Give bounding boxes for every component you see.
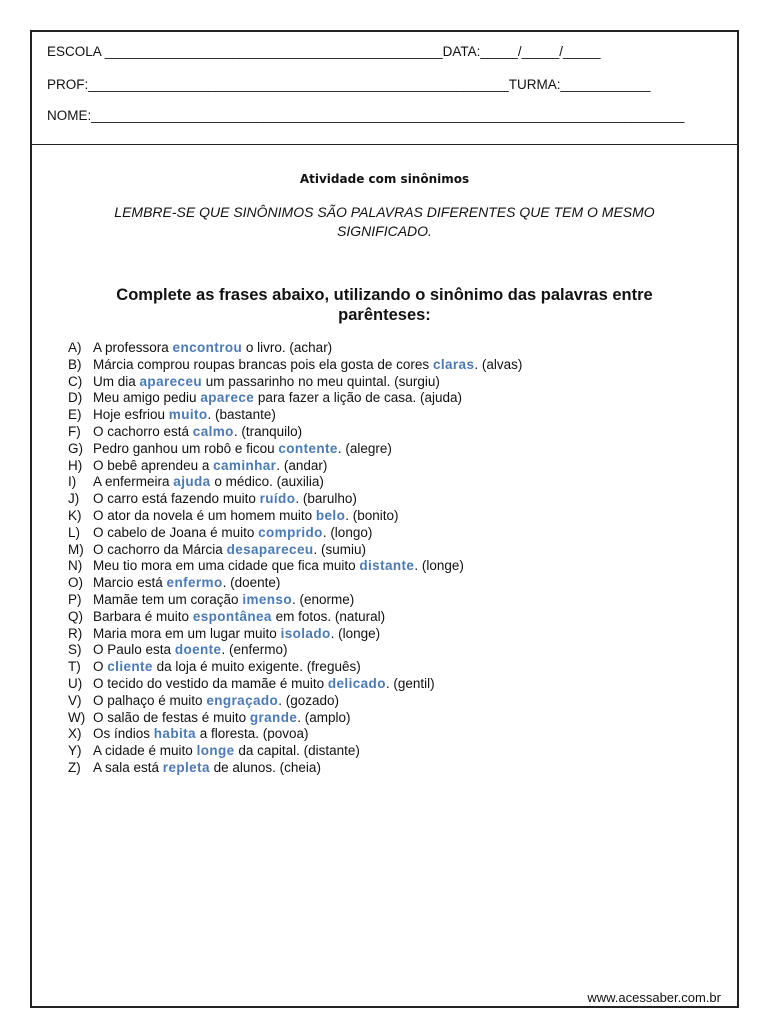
sentence-letter: B) bbox=[68, 356, 82, 372]
sentence-item bbox=[68, 558, 728, 575]
sentence-text-before: O bebê aprendeu a bbox=[93, 457, 214, 473]
instruction-text: Complete as frases abaixo, utilizando o sinônimo das palavras entre parênteses: bbox=[116, 286, 653, 324]
sentence-letter: O) bbox=[68, 575, 83, 591]
reminder-text: LEMBRE-SE QUE SINÔNIMOS SÃO PALAVRAS DIFERENTES QUE TEM O MESMO SIGNIFICADO. bbox=[114, 204, 655, 239]
sentence-text-before: A cidade é muito bbox=[93, 743, 197, 759]
synonym-word: claras bbox=[432, 356, 475, 372]
sentence-item bbox=[68, 693, 728, 710]
footer-site-link[interactable]: www.acessaber.com.br bbox=[587, 990, 721, 1005]
sentence-item bbox=[68, 542, 728, 559]
synonym-word: enfermo bbox=[166, 575, 223, 591]
synonym-word: ajuda bbox=[173, 474, 211, 490]
synonym-word: isolado bbox=[280, 625, 331, 641]
sentence-letter: W) bbox=[68, 709, 86, 725]
synonym-word: aparece bbox=[200, 390, 255, 406]
synonym-word: caminhar bbox=[213, 457, 277, 473]
sentence-letter: H) bbox=[68, 457, 83, 473]
sentence-text-after: de alunos. (cheia) bbox=[209, 759, 321, 775]
sentence-text-before: O cachorro está bbox=[93, 423, 193, 439]
sentence-item bbox=[68, 726, 728, 743]
synonym-word: imenso bbox=[242, 591, 292, 607]
sentence-item bbox=[68, 710, 728, 727]
sentence-text-after: da capital. (distante) bbox=[234, 743, 360, 759]
sentence-letter: V) bbox=[68, 692, 82, 708]
synonym-word: muito bbox=[168, 407, 208, 423]
sentence-text-after: o médico. (auxilia) bbox=[210, 474, 324, 490]
sentence-text-after: . (alvas) bbox=[474, 356, 523, 372]
sentence-text-before: O salão de festas é muito bbox=[93, 709, 250, 725]
sentence-item bbox=[68, 441, 728, 458]
sentence-text-before: Barbara é muito bbox=[93, 608, 193, 624]
teacher-class-line: PROF:________________________________________________________TURMA:____________ bbox=[47, 77, 651, 92]
sentence-item bbox=[68, 676, 728, 693]
sentence-item bbox=[68, 390, 728, 407]
worksheet-header bbox=[32, 32, 737, 145]
sentence-text-before: Hoje esfriou bbox=[93, 407, 169, 423]
sentence-item bbox=[68, 374, 728, 391]
synonym-word: comprido bbox=[258, 524, 323, 540]
sentence-letter: Y) bbox=[68, 743, 82, 759]
synonym-word: repleta bbox=[162, 759, 210, 775]
sentence-item bbox=[68, 592, 728, 609]
sentence-text-after: o livro. (achar) bbox=[242, 340, 333, 355]
sentence-text-after: . (longe) bbox=[414, 558, 464, 574]
sentence-text-after: . (gentil) bbox=[385, 675, 435, 691]
sentence-text-after: . (gozado) bbox=[278, 692, 339, 708]
sentence-text-before: O Paulo esta bbox=[93, 642, 175, 658]
synonym-word: apareceu bbox=[139, 373, 203, 389]
sentence-text-before: A sala está bbox=[93, 759, 163, 775]
sentence-letter: R) bbox=[68, 625, 83, 641]
sentence-letter: E) bbox=[68, 407, 82, 423]
sentence-text-after: um passarinho no meu quintal. (surgiu) bbox=[202, 373, 440, 389]
sentence-item bbox=[68, 458, 728, 475]
sentence-text-after: . (enfermo) bbox=[221, 642, 288, 658]
sentence-text-before: Meu tio mora em uma cidade que fica muito bbox=[93, 558, 360, 574]
synonym-word: belo bbox=[315, 507, 346, 523]
sentence-text-after: . (alegre) bbox=[337, 440, 392, 456]
sentence-text-after: a floresta. (povoa) bbox=[195, 726, 309, 742]
synonym-word: delicado bbox=[327, 675, 386, 691]
sentence-item bbox=[68, 525, 728, 542]
sentence-letter: F) bbox=[68, 423, 81, 439]
sentence-letter: M) bbox=[68, 541, 84, 557]
sentence-text-before: Meu amigo pediu bbox=[93, 390, 201, 406]
sentence-item bbox=[68, 424, 728, 441]
sentence-item bbox=[68, 407, 728, 424]
sentence-item bbox=[68, 659, 728, 676]
synonym-word: calmo bbox=[192, 423, 234, 439]
sentence-text-after: . (amplo) bbox=[297, 709, 351, 725]
sentence-item bbox=[68, 743, 728, 760]
sentence-text-after: . (barulho) bbox=[295, 491, 357, 507]
sentence-letter: U) bbox=[68, 675, 83, 691]
sentence-item bbox=[68, 626, 728, 643]
sentence-item bbox=[68, 760, 728, 777]
sentence-text-after: para fazer a lição de casa. (ajuda) bbox=[254, 390, 463, 406]
sentence-text-before: O cachorro da Márcia bbox=[93, 541, 227, 557]
sentence-letter: P) bbox=[68, 591, 82, 607]
sentence-letter: G) bbox=[68, 440, 83, 456]
school-date-line: ESCOLA _____________________________________________DATA:_____/_____/_____ bbox=[47, 44, 601, 59]
sentence-text-after: . (longo) bbox=[322, 524, 373, 540]
sentence-text-before: O cabelo de Joana é muito bbox=[93, 524, 259, 540]
synonym-word: espontânea bbox=[192, 608, 272, 624]
sentence-item bbox=[68, 340, 728, 357]
sentence-text-before: O ator da novela é um homem muito bbox=[93, 507, 316, 523]
sentence-text-after: da loja é muito exigente. (freguês) bbox=[152, 659, 361, 675]
sentence-letter: X) bbox=[68, 726, 82, 742]
sentence-text-before: O bbox=[93, 659, 108, 675]
sentence-text-after: . (bastante) bbox=[207, 407, 276, 423]
sentence-text-before: Mamãe tem um coração bbox=[93, 591, 243, 607]
sentence-letter: N) bbox=[68, 558, 83, 574]
sentence-text-after: . (doente) bbox=[222, 575, 281, 591]
sentence-letter: S) bbox=[68, 642, 82, 658]
sentence-item bbox=[68, 609, 728, 626]
sentence-letter: J) bbox=[68, 491, 80, 507]
sentence-text-before: Os índios bbox=[93, 726, 154, 742]
synonym-word: encontrou bbox=[172, 340, 243, 355]
sentence-item bbox=[68, 508, 728, 525]
sentence-letter: Z) bbox=[68, 759, 81, 775]
sentence-item bbox=[68, 491, 728, 508]
sentence-letter: C) bbox=[68, 373, 83, 389]
sentence-text-before: Márcia comprou roupas brancas pois ela gosta de cores bbox=[93, 356, 433, 372]
synonym-word: doente bbox=[174, 642, 222, 658]
sentence-letter: A) bbox=[68, 340, 82, 355]
synonym-word: distante bbox=[359, 558, 415, 574]
student-name-line: NOME:_______________________________________________________________________________ bbox=[47, 108, 685, 123]
sentence-item bbox=[68, 474, 728, 491]
sentence-text-before: A professora bbox=[93, 340, 173, 355]
sentence-text-before: Marcio está bbox=[93, 575, 167, 591]
synonym-word: cliente bbox=[107, 659, 153, 675]
sentence-text-before: Um dia bbox=[93, 373, 140, 389]
sentence-letter: K) bbox=[68, 507, 82, 523]
sentence-text-before: Maria mora em um lugar muito bbox=[93, 625, 281, 641]
sentence-text-before: O tecido do vestido da mamãe é muito bbox=[93, 675, 328, 691]
sentence-text-before: O palhaço é muito bbox=[93, 692, 207, 708]
sentence-text-before: Pedro ganhou um robô e ficou bbox=[93, 440, 279, 456]
sentence-letter: I) bbox=[68, 474, 77, 490]
sentence-text-after: . (bonito) bbox=[345, 507, 399, 523]
sentence-item bbox=[68, 575, 728, 592]
sentence-text-after: . (tranquilo) bbox=[233, 423, 303, 439]
sentence-letter: T) bbox=[68, 659, 81, 675]
sentence-item bbox=[68, 642, 728, 659]
sentence-text-after: em fotos. (natural) bbox=[271, 608, 386, 624]
synonym-word: engraçado bbox=[206, 692, 279, 708]
sentence-list bbox=[68, 340, 728, 777]
activity-title: Atividade com sinônimos bbox=[299, 172, 470, 186]
sentence-text-before: A enfermeira bbox=[93, 474, 174, 490]
sentence-letter: L) bbox=[68, 524, 81, 540]
synonym-word: habita bbox=[153, 726, 196, 742]
sentence-text-after: . (longe) bbox=[330, 625, 381, 641]
synonym-word: longe bbox=[196, 743, 235, 759]
synonym-word: ruído bbox=[259, 491, 296, 507]
sentence-text-after: . (enorme) bbox=[291, 591, 355, 607]
sentence-text-after: . (andar) bbox=[276, 457, 328, 473]
sentence-letter: D) bbox=[68, 390, 83, 406]
worksheet-border bbox=[30, 30, 739, 1008]
sentence-letter: Q) bbox=[68, 608, 83, 624]
synonym-word: grande bbox=[249, 709, 298, 725]
sentence-text-after: . (sumiu) bbox=[313, 541, 367, 557]
sentence-item bbox=[68, 357, 728, 374]
synonym-word: contente bbox=[278, 440, 338, 456]
sentence-text-before: O carro está fazendo muito bbox=[93, 491, 260, 507]
synonym-word: desapareceu bbox=[226, 541, 314, 557]
